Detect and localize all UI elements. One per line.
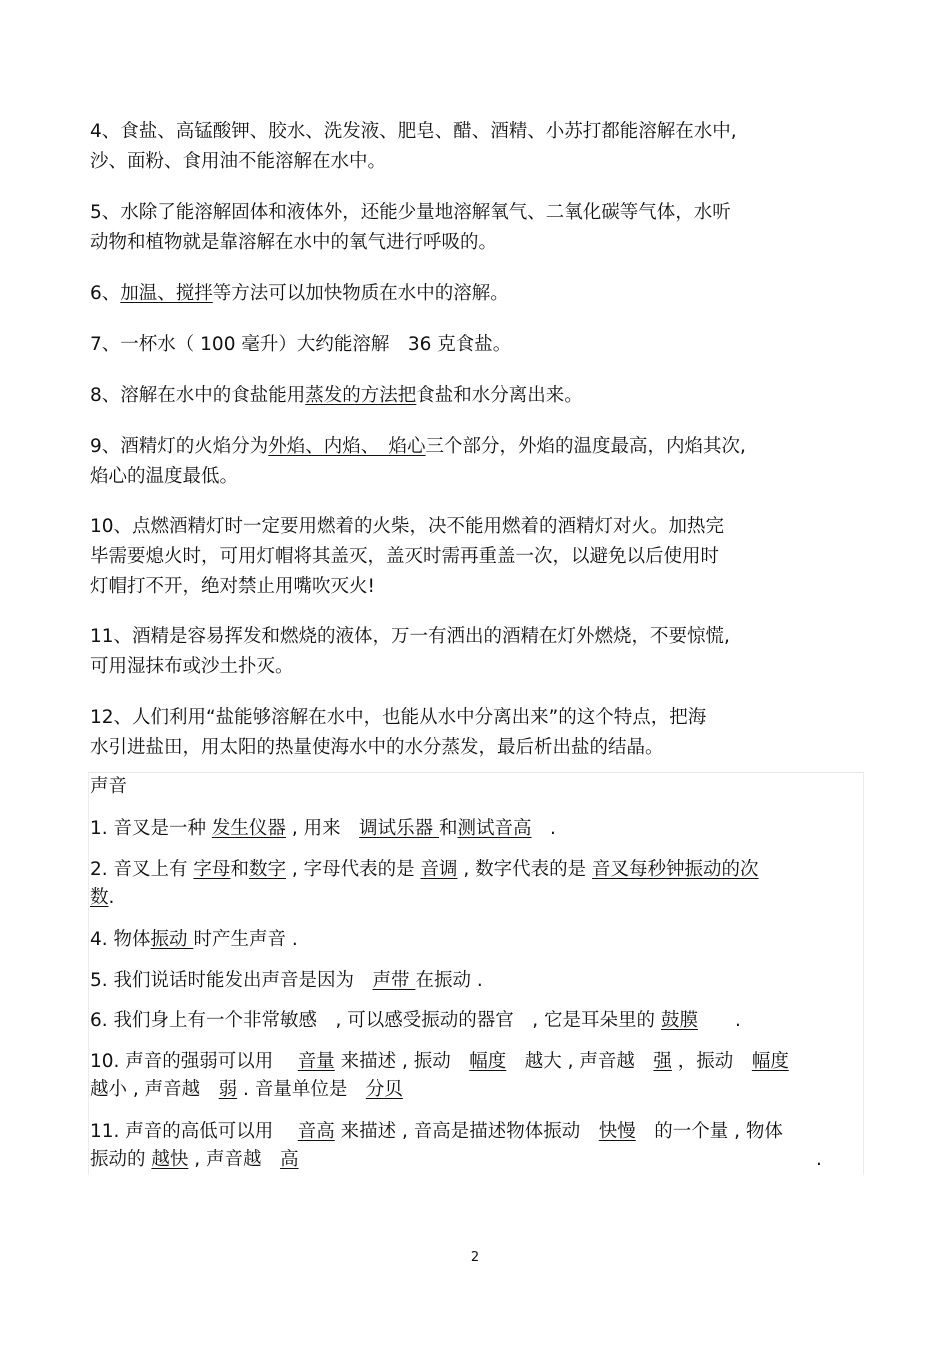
q2-text-c: , 字母代表的是 — [285, 859, 421, 880]
sound-question-11 — [90, 1118, 783, 1174]
q10-text-d: ，振动 — [671, 1051, 752, 1072]
paragraph-6-text-a: 6、 — [90, 283, 121, 304]
q2-answer-4: 音叉每秒钟振动的次 — [592, 859, 759, 880]
paragraph-4-line-2: 沙、面粉、食用油不能溶解在水中。 — [90, 151, 387, 172]
q11-text-c: 的一个量 , 物体 — [635, 1121, 783, 1142]
q6-text-a: 6. 我们身上有一个非常敏感 , 可以感受振动的器官 , 它是耳朵里的 — [90, 1010, 661, 1031]
paragraph-12-line-1: 12、人们利用“盐能够溶解在水中，也能从水中分离出来”的这个特点，把海 — [90, 707, 707, 728]
q2-answer-2: 数字 — [248, 859, 286, 880]
q2-answer-5: 数 — [90, 887, 109, 908]
sound-heading — [90, 773, 127, 801]
paragraph-6-underline-1: 加温、搅拌 — [120, 283, 213, 304]
q1-text-a: 1. 音叉是一种 — [90, 818, 212, 839]
q4-text-a: 4. 物体 — [90, 929, 151, 950]
sound-question-1-line — [90, 815, 556, 843]
q5-answer-1: 声带 — [372, 970, 416, 991]
page-number: 2 — [470, 1250, 480, 1265]
sound-question-6 — [90, 1007, 741, 1035]
sound-question-10-line-1 — [90, 1048, 789, 1076]
paragraph-8-text-a: 8、溶解在水中的食盐能用 — [90, 385, 306, 406]
paragraph-9-line-1 — [90, 432, 850, 462]
q5-text-b: 在振动 . — [415, 970, 483, 991]
q10-answer-2: 幅度 — [469, 1051, 507, 1072]
sound-question-1 — [90, 815, 556, 843]
sound-question-5-line — [90, 967, 483, 995]
q6-text-b: . — [697, 1010, 741, 1031]
paragraph-10-line-1: 10、点燃酒精灯时一定要用燃着的火柴，决不能用燃着的酒精灯对火。加热完 — [90, 516, 725, 537]
q11-text-f: . — [816, 1149, 822, 1170]
paragraph-11 — [90, 622, 850, 682]
paragraph-10-line-3: 灯帽打不开，绝对禁止用嘴吹灭火! — [90, 576, 375, 597]
sound-question-4-line — [90, 926, 298, 954]
q11-text-d: 振动的 — [90, 1149, 152, 1170]
paragraph-9 — [90, 432, 850, 492]
q11-answer-3: 越快 — [151, 1149, 189, 1170]
paragraph-12 — [90, 703, 850, 763]
paragraph-4 — [90, 117, 850, 177]
paragraph-6-text-b: 等方法可以加快物质在水中的溶解。 — [212, 283, 509, 304]
paragraph-11-line-1: 11、酒精是容易挥发和燃烧的液体，万一有洒出的酒精在灯外燃烧，不要惊慌, — [90, 626, 730, 647]
q10-text-f: . 音量单位是 — [237, 1079, 366, 1100]
q11-answer-2: 快慢 — [598, 1121, 636, 1142]
q11-answer-4: 高 — [280, 1149, 299, 1170]
q10-answer-4: 幅度 — [751, 1051, 789, 1072]
sound-question-10-line-2 — [90, 1076, 789, 1104]
paragraph-7 — [90, 330, 850, 360]
sound-question-5 — [90, 967, 483, 995]
q1-text-b: , 用来 — [285, 818, 360, 839]
q4-text-b: 时产生声音 . — [193, 929, 298, 950]
q10-answer-6: 分贝 — [365, 1079, 403, 1100]
q6-answer-1: 鼓膜 — [660, 1010, 698, 1031]
q2-text-e: . — [108, 887, 115, 908]
sound-question-2-line-2 — [90, 884, 759, 912]
q10-text-a: 10. 声音的强弱可以用 — [90, 1051, 298, 1072]
paragraph-8-underline-1: 蒸发的方法把 — [305, 385, 417, 406]
q1-answer-3: 测试音高 — [457, 818, 532, 839]
sound-question-4 — [90, 926, 298, 954]
q10-text-e: 越小 , 声音越 — [90, 1079, 219, 1100]
q10-text-b: 来描述 , 振动 — [334, 1051, 470, 1072]
paragraph-11-line-2: 可用湿抹布或沙土扑灭。 — [90, 656, 294, 677]
q11-text-a: 11. 声音的高低可以用 — [90, 1121, 298, 1142]
sound-question-6-line — [90, 1007, 741, 1035]
q5-text-a: 5. 我们说话时能发出声音是因为 — [90, 970, 373, 991]
q1-text-c: 和 — [438, 818, 458, 839]
sound-question-2-line-1 — [90, 856, 759, 884]
paragraph-12-line-2: 水引进盐田，用太阳的热量使海水中的水分蒸发，最后析出盐的结晶。 — [90, 737, 664, 758]
paragraph-10 — [90, 512, 850, 602]
q2-text-d: , 数字代表的是 — [457, 859, 593, 880]
q2-text-b: 和 — [230, 859, 249, 880]
paragraph-9-text-a: 9、酒精灯的火焰分为 — [90, 436, 269, 457]
q10-answer-3: 强 — [653, 1051, 672, 1072]
paragraph-9-line-2: 焰心的温度最低。 — [90, 466, 239, 487]
q10-answer-1: 音量 — [297, 1051, 335, 1072]
q11-trailing-period — [816, 1146, 822, 1174]
paragraph-5-line-2: 动物和植物就是靠溶解在水中的氧气进行呼吸的。 — [90, 232, 498, 253]
sound-heading-text: 声音 — [90, 776, 128, 797]
paragraph-5 — [90, 198, 850, 258]
paragraph-9-text-b: 三个部分，外焰的温度最高，内焰其次, — [425, 436, 746, 457]
q11-text-b: 来描述 , 音高是描述物体振动 — [334, 1121, 599, 1142]
paragraph-8-text-b: 食盐和水分离出来。 — [416, 385, 583, 406]
q1-answer-1: 发生仪器 — [211, 818, 286, 839]
sound-question-2 — [90, 856, 759, 912]
q10-answer-5: 弱 — [218, 1079, 238, 1100]
paragraph-10-line-2: 毕需要熄火时，可用灯帽将其盖灭，盖灭时需再重盖一次，以避免以后使用时 — [90, 546, 720, 567]
q2-answer-1: 字母 — [193, 859, 231, 880]
sound-question-11-line-2 — [90, 1146, 783, 1174]
q10-text-c: 越大 , 声音越 — [506, 1051, 654, 1072]
q11-text-e: , 声音越 — [188, 1149, 281, 1170]
paragraph-8 — [90, 381, 850, 411]
q1-text-d: . — [531, 818, 556, 839]
q4-answer-1: 振动 — [150, 929, 194, 950]
paragraph-6-line-1 — [90, 279, 850, 309]
q2-text-a: 2. 音叉上有 — [90, 859, 194, 880]
paragraph-7-line-1: 7、一杯水（ 100 毫升）大约能溶解 36 克食盐。 — [90, 334, 512, 355]
paragraph-9-underline-1: 外焰、内焰、 焰心 — [268, 436, 426, 457]
q11-answer-1: 音高 — [297, 1121, 335, 1142]
paragraph-8-line-1 — [90, 381, 850, 411]
paragraph-6 — [90, 279, 850, 309]
q2-answer-3: 音调 — [420, 859, 458, 880]
sound-question-11-line-1 — [90, 1118, 783, 1146]
paragraph-4-line-1: 4、食盐、高锰酸钾、胶水、洗发液、肥皂、醋、酒精、小苏打都能溶解在水中, — [90, 121, 737, 142]
q1-answer-2: 调试乐器 — [359, 818, 439, 839]
paragraph-5-line-1: 5、水除了能溶解固体和液体外，还能少量地溶解氧气、二氧化碳等气体，水听 — [90, 202, 731, 223]
sound-question-10 — [90, 1048, 789, 1104]
